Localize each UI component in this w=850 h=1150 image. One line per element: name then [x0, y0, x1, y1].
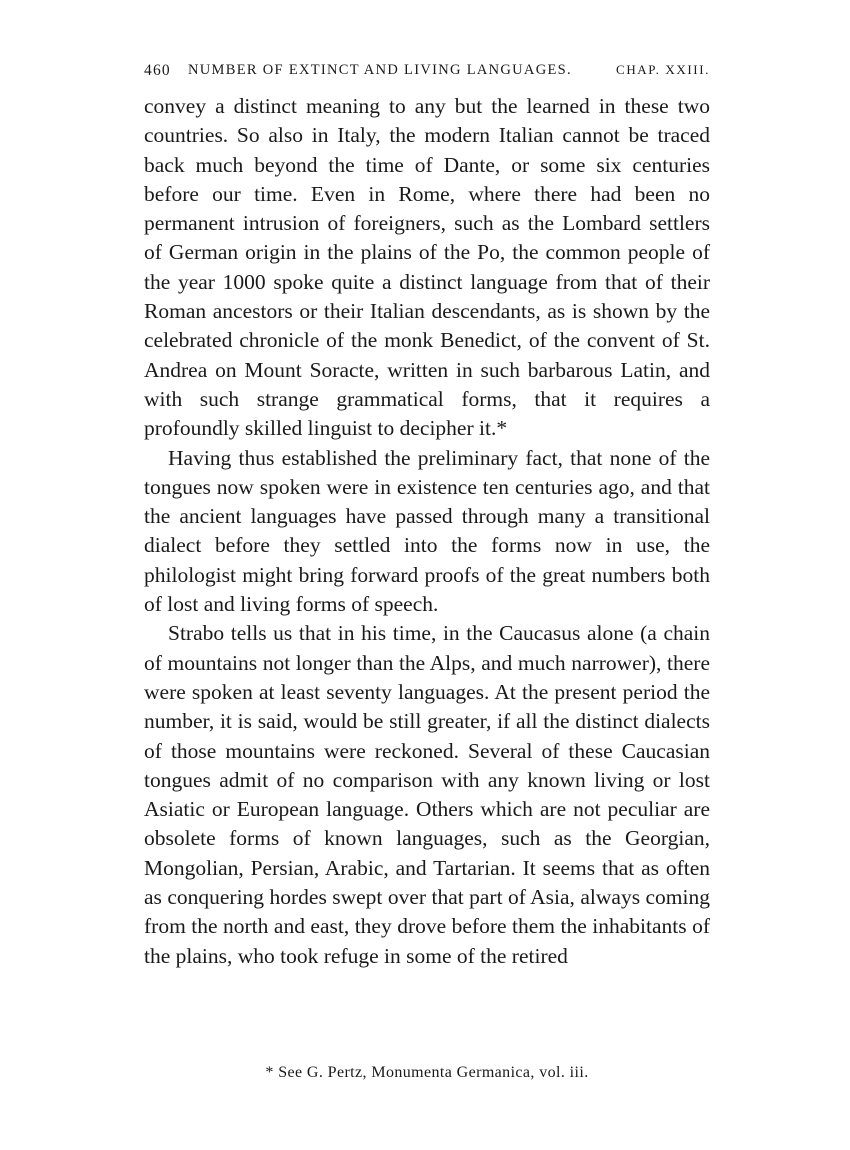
paragraph: Having thus established the preliminary fact, that none of the tongues now spoken were in existence ten centuries ago, and that the ancient languages have passed through many a transitional dialect before they settled into the forms now in use, the philologist might bring forward proofs of the great numbers both of lost and living forms of speech.	[144, 445, 710, 617]
paragraph-continued: convey a distinct meaning to any but the learned in these two countries. So also in Italy, the modern Italian cannot be traced back much beyond the time of Dante, or some six centuries before our time. Even in Rome, where there had been no permanent intrusion of foreigners, such as the Lombard settlers of German origin in the plains of the Po, the common people of the year 1000 spoke quite a distinct language from that of their Roman ancestors or their Italian descendants, as is shown by the celebrated chronicle of the monk Benedict, of the convent of St. Andrea on Mount Soracte, written in such barbarous Latin, and with such strange grammatical forms, that it requires a profoundly skilled linguist to decipher it.*	[144, 94, 710, 441]
paragraph: Strabo tells us that in his time, in the Caucasus alone (a chain of mountains not longer than the Alps, and much narrower), there were spoken at least seventy languages. At the present period the number, it is said, would be still greater, if all the distinct dialects of those mountains were reckoned. Several of these Caucasian tongues admit of no comparison with any known living or lost Asiatic or European language. Others which are not peculiar are obsolete forms of known languages, such as the Georgian, Mongolian, Persian, Arabic, and Tartarian. It seems that as often as conquering hordes swept over that part of Asia, always coming from the north and east, they drove before them the inhabitants of the plains, who took refuge in some of the retired	[144, 621, 710, 968]
chapter-label: CHAP. XXIII.	[616, 62, 710, 77]
page-number: 460	[144, 62, 171, 79]
body-text	[144, 92, 710, 971]
running-title: NUMBER OF EXTINCT AND LIVING LANGUAGES.	[188, 62, 572, 78]
footnote: * See G. Pertz, Monumenta Germanica, vol. iii.	[265, 1064, 589, 1081]
running-head	[144, 62, 710, 86]
